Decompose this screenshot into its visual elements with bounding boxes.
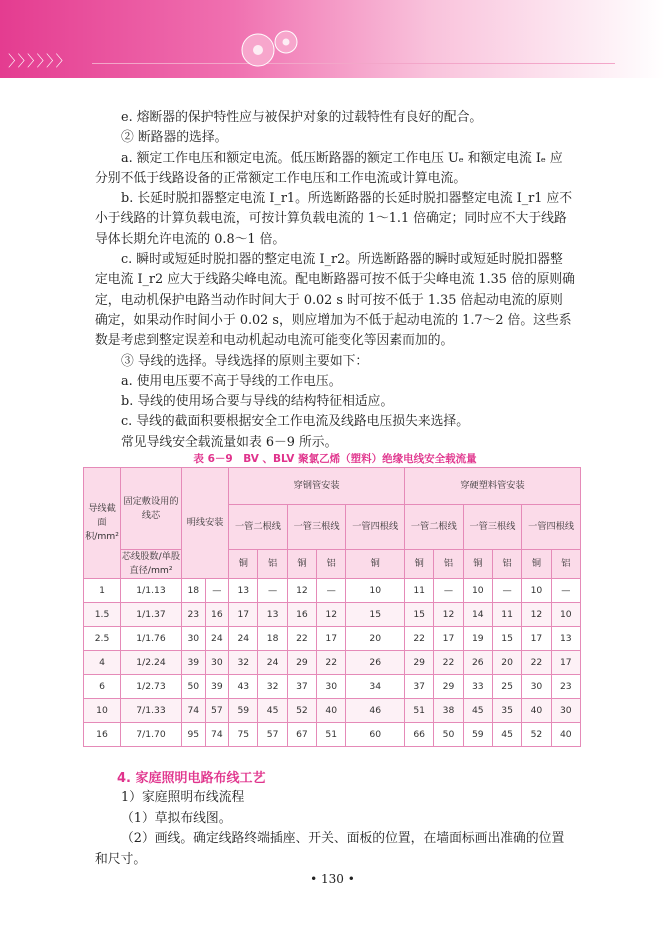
- ampacity-table: [83, 467, 581, 747]
- table-cell: —: [258, 579, 287, 603]
- table-cell: 10: [84, 699, 121, 723]
- table-cell: 29: [434, 675, 463, 699]
- table-cell: 24: [258, 651, 287, 675]
- page-number: • 130 •: [310, 872, 355, 886]
- header-plastic-four: 一管四根线: [522, 505, 581, 550]
- table-cell: 20: [346, 627, 405, 651]
- table-cell: 45: [463, 699, 492, 723]
- table-cell: —: [434, 579, 463, 603]
- table-cell: 25: [492, 675, 521, 699]
- paragraph: e. 熔断器的保护特性应与被保护对象的过载特性有良好的配合。: [121, 110, 483, 125]
- header-fixed: 固定敷设用的线芯: [121, 468, 182, 550]
- table-cell: 1/2.73: [121, 675, 182, 699]
- table-cell: 35: [492, 699, 521, 723]
- table-cell: 16: [205, 603, 229, 627]
- table-cell: —: [551, 579, 580, 603]
- table-cell: 38: [434, 699, 463, 723]
- table-cell: 59: [463, 723, 492, 747]
- table-cell: 32: [229, 651, 258, 675]
- table-cell: 26: [346, 651, 405, 675]
- table-cell: 29: [287, 651, 316, 675]
- banner-divider: [92, 63, 615, 64]
- table-cell: 7/1.70: [121, 723, 182, 747]
- table-cell: 40: [317, 699, 346, 723]
- table-cell: 18: [182, 579, 206, 603]
- table-cell: 95: [182, 723, 206, 747]
- header-banner: [0, 0, 665, 78]
- table-cell: 29: [405, 651, 434, 675]
- table-cell: 59: [229, 699, 258, 723]
- table-cell: 10: [551, 603, 580, 627]
- table-cell: 32: [258, 675, 287, 699]
- table-cell: 74: [182, 699, 206, 723]
- paragraph: 常见导线安全载流量如表 6－9 所示。: [121, 434, 338, 450]
- table-cell: —: [205, 579, 229, 603]
- paragraph: a. 使用电压要不高于导线的工作电压。: [121, 373, 342, 389]
- table-cell: 11: [405, 579, 434, 603]
- table-cell: 13: [258, 603, 287, 627]
- table-cell: 20: [492, 651, 521, 675]
- table-cell: 12: [317, 603, 346, 627]
- table-row: [84, 579, 581, 603]
- table-cell: 10: [463, 579, 492, 603]
- table-cell: 10: [522, 579, 551, 603]
- table-cell: 24: [229, 627, 258, 651]
- header-plastic-three: 一管三根线: [463, 505, 522, 550]
- table-cell: 15: [405, 603, 434, 627]
- paragraph: （1）草拟布线图。: [121, 810, 232, 826]
- paragraph: ② 断路器的选择。: [121, 130, 228, 146]
- table-cell: —: [492, 579, 521, 603]
- table-cell: 50: [434, 723, 463, 747]
- header-plastic: 穿硬塑料管安装: [405, 468, 581, 505]
- header-plastic-two: 一管二根线: [405, 505, 464, 550]
- table-cell: 33: [463, 675, 492, 699]
- table-cell: 34: [346, 675, 405, 699]
- paragraph: c. 导线的截面积要根据安全工作电流及线路电压损失来选择。: [121, 414, 470, 430]
- table-cell: 10: [346, 579, 405, 603]
- table-cell: 22: [405, 627, 434, 651]
- table-cell: 19: [463, 627, 492, 651]
- header-strand: 芯线股数/单股直径/mm²: [121, 550, 182, 579]
- table-cell: 67: [287, 723, 316, 747]
- table-row: [84, 723, 581, 747]
- header-open: 明线安装: [182, 468, 229, 579]
- body-text: [95, 108, 575, 453]
- table-cell: 30: [317, 675, 346, 699]
- table-cell: 17: [551, 651, 580, 675]
- table-cell: 60: [346, 723, 405, 747]
- paragraph: a. 额定工作电压和额定电流。低压断路器的额定工作电压 Uₑ 和额定电流 Iₑ 应分别不低于线路设备的正常额定工作电压和工作电流或计算电流。: [95, 150, 563, 186]
- paragraph: c. 瞬时或短延时脱扣器的整定电流 I_r2。所选断路器的瞬时或短延时脱扣器整定电流 I_r2 应大于线路尖峰电流。配电断路器可按不低于尖峰电流 1.35 倍的原则确定，电动机保护电路当动作时间大于 0.02 s 时可按不低于 1.35 倍起动电流的原则确定，如果动作时间小于 0.02 s，则应增加为不低于起动电流的 1.7～2 倍。这些系数是考虑到整定误差和电动机起动电流可能变化等因素而加的。: [95, 252, 575, 349]
- table-row: [84, 651, 581, 675]
- table-cell: 11: [492, 603, 521, 627]
- table-cell: 12: [522, 603, 551, 627]
- table-row: [84, 603, 581, 627]
- table-row: [84, 675, 581, 699]
- table-cell: 39: [205, 675, 229, 699]
- table-cell: 37: [287, 675, 316, 699]
- table-cell: 30: [551, 699, 580, 723]
- header-al: 铝: [434, 550, 463, 579]
- header-steel-two: 一管二根线: [229, 505, 288, 550]
- table-cell: 1: [84, 579, 121, 603]
- table-cell: 12: [434, 603, 463, 627]
- table-cell: 1/1.13: [121, 579, 182, 603]
- table-caption: 表 6－9 BV 、BLV 聚氯乙烯（塑料）绝缘电线安全载流量: [193, 453, 477, 465]
- table-cell: 4: [84, 651, 121, 675]
- section-title: 4. 家庭照明电路布线工艺: [117, 771, 266, 786]
- table-cell: 37: [405, 675, 434, 699]
- table-cell: 23: [551, 675, 580, 699]
- table-cell: 7/1.33: [121, 699, 182, 723]
- table-cell: 17: [434, 627, 463, 651]
- paragraph: （2）画线。确定线路终端插座、开关、面板的位置，在墙面标画出准确的位置和尺寸。: [95, 831, 565, 867]
- table-cell: 13: [551, 627, 580, 651]
- table-cell: 17: [522, 627, 551, 651]
- table-body: [84, 579, 581, 747]
- table-cell: 51: [405, 699, 434, 723]
- header-cu: 铜: [346, 550, 405, 579]
- table-cell: 30: [182, 627, 206, 651]
- table-cell: 1.5: [84, 603, 121, 627]
- header-al: 铝: [551, 550, 580, 579]
- table-cell: 52: [522, 723, 551, 747]
- header-cu: 铜: [287, 550, 316, 579]
- table-cell: 74: [205, 723, 229, 747]
- header-cu: 铜: [405, 550, 434, 579]
- table-cell: 22: [434, 651, 463, 675]
- table-cell: 45: [258, 699, 287, 723]
- table-cell: 16: [84, 723, 121, 747]
- table-cell: 51: [317, 723, 346, 747]
- table-cell: 50: [182, 675, 206, 699]
- table-cell: 17: [317, 627, 346, 651]
- header-cu: 铜: [522, 550, 551, 579]
- table-cell: 43: [229, 675, 258, 699]
- chevrons-decoration: 〉〉〉〉〉〉: [8, 52, 73, 70]
- table-cell: 22: [522, 651, 551, 675]
- paragraph: ③ 导线的选择。导线选择的原则主要如下：: [121, 353, 369, 369]
- paragraph: 1）家庭照明布线流程: [121, 790, 245, 805]
- table-cell: 1/2.24: [121, 651, 182, 675]
- table-cell: 30: [205, 651, 229, 675]
- header-steel: 穿钢管安装: [229, 468, 405, 505]
- table-cell: 30: [522, 675, 551, 699]
- table-cell: 6: [84, 675, 121, 699]
- table-cell: 40: [522, 699, 551, 723]
- paragraph: b. 导线的使用场合要与导线的结构特征相适应。: [121, 394, 394, 410]
- table-cell: 1/1.37: [121, 603, 182, 627]
- table-cell: 1/1.76: [121, 627, 182, 651]
- table-cell: 17: [229, 603, 258, 627]
- table-cell: 22: [317, 651, 346, 675]
- table-cell: 18: [258, 627, 287, 651]
- header-al: 铝: [258, 550, 287, 579]
- table-cell: 40: [551, 723, 580, 747]
- table-cell: 24: [205, 627, 229, 651]
- table-cell: 46: [346, 699, 405, 723]
- header-al: 铝: [492, 550, 521, 579]
- body-text-bottom: [95, 788, 575, 870]
- table-cell: —: [317, 579, 346, 603]
- table-cell: 66: [405, 723, 434, 747]
- table-cell: 22: [287, 627, 316, 651]
- table-cell: 13: [229, 579, 258, 603]
- header-cu: 铜: [463, 550, 492, 579]
- header-steel-four: 一管四根线: [346, 505, 405, 550]
- table-row: [84, 627, 581, 651]
- header-area: 导线截面积/mm²: [84, 468, 121, 579]
- paragraph: b. 长延时脱扣器整定电流 I_r1。所选断路器的长延时脱扣器整定电流 I_r1 应不小于线路的计算负载电流，可按计算负载电流的 1～1.1 倍确定；同时应不大于线路导体长期允许电流的 0.8～1 倍。: [95, 191, 573, 247]
- table-cell: 75: [229, 723, 258, 747]
- table-row: [84, 699, 581, 723]
- table-cell: 57: [205, 699, 229, 723]
- table-cell: 39: [182, 651, 206, 675]
- table-cell: 15: [492, 627, 521, 651]
- header-steel-three: 一管三根线: [287, 505, 346, 550]
- table-cell: 12: [287, 579, 316, 603]
- header-al: 铝: [317, 550, 346, 579]
- gears-icon: [228, 20, 308, 75]
- table-cell: 23: [182, 603, 206, 627]
- table-cell: 15: [346, 603, 405, 627]
- table-cell: 57: [258, 723, 287, 747]
- header-cu: 铜: [229, 550, 258, 579]
- table-cell: 14: [463, 603, 492, 627]
- table-cell: 26: [463, 651, 492, 675]
- table-cell: 16: [287, 603, 316, 627]
- table-cell: 45: [492, 723, 521, 747]
- table-cell: 52: [287, 699, 316, 723]
- table-cell: 2.5: [84, 627, 121, 651]
